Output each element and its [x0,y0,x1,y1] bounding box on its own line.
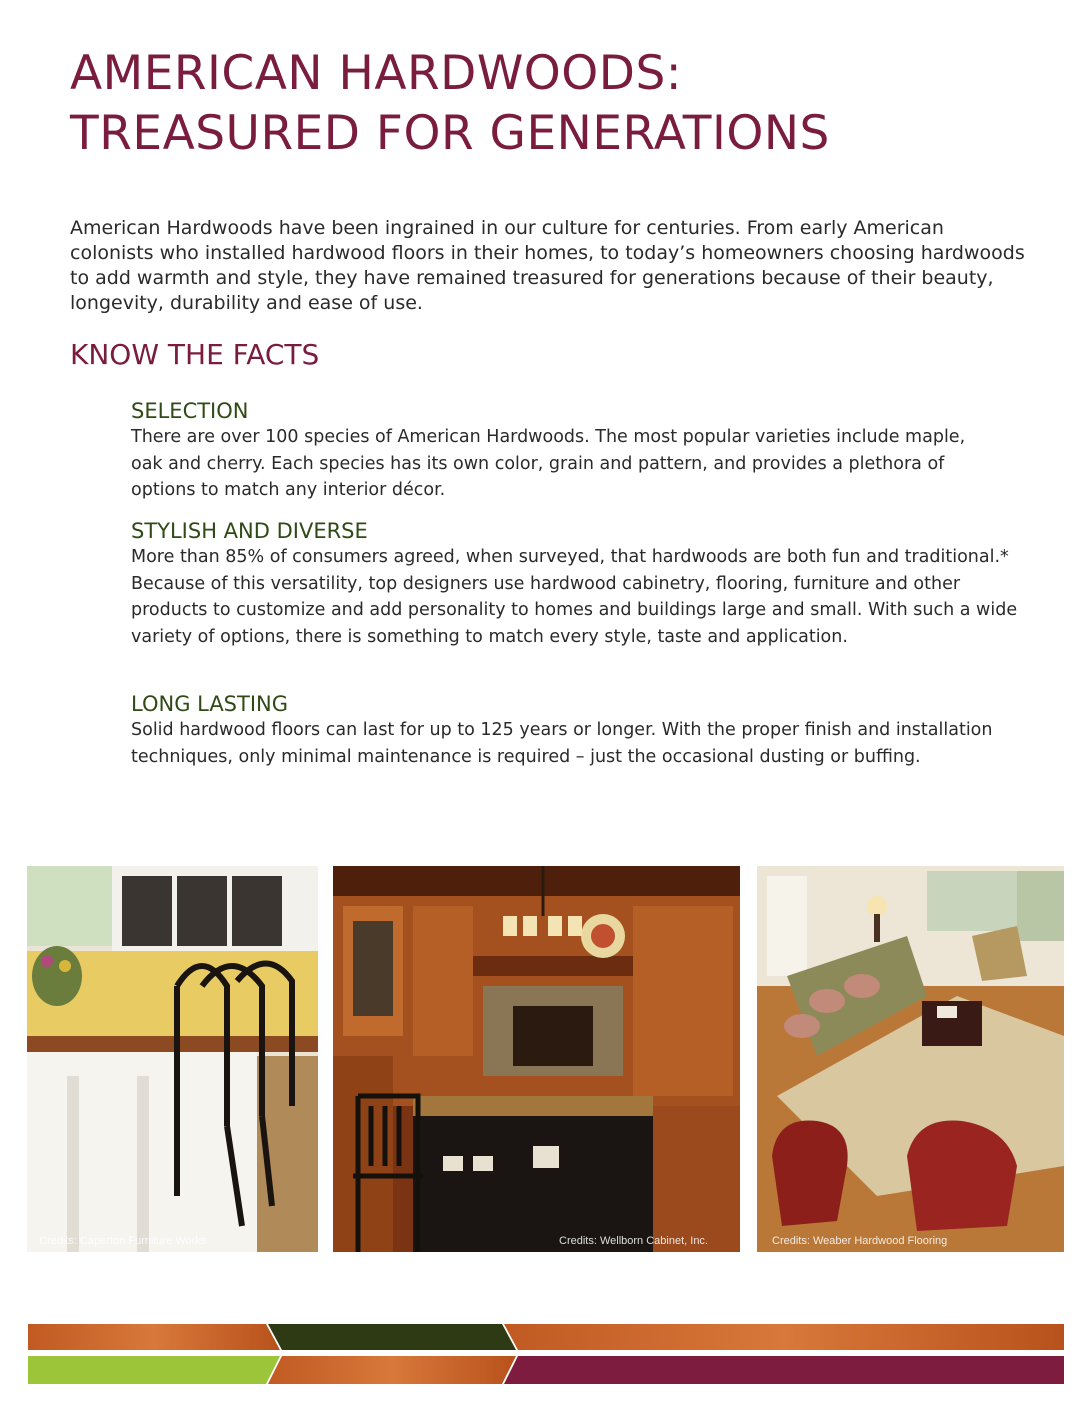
living-room-image [757,866,1064,1252]
title-line-2: TREASURED FOR GENERATIONS [70,106,830,161]
title-line-1: AMERICAN HARDWOODS: [70,46,683,101]
fact-heading: STYLISH AND DIVERSE [131,519,368,543]
fact-selection [131,398,1021,504]
intro-paragraph: American Hardwoods have been ingrained in our culture for centuries. From early American colonists who installed hardwood floors in their homes, to today’s homeowners choosing hardwoods to add warmth and style, they have remained treasured for generations because of their beauty, longevity, durability and ease of use. [70,217,1025,314]
facts-heading: KNOW THE FACTS [70,338,320,371]
fact-long-lasting [131,691,1021,770]
kitchen-bar-image [27,866,318,1252]
photo-credit: Credits: Weaber Hardwood Flooring [772,1235,948,1247]
fact-body: There are over 100 species of American Hardwoods. The most popular varieties include maple, oak and cherry. Each species has its own color, grain and pattern, and provides a plethora of options to match any interior décor. [131,427,966,500]
photo-living-room [757,866,1064,1252]
fact-heading: SELECTION [131,399,249,423]
fact-body: Solid hardwood floors can last for up to 125 years or longer. With the proper finish and installation techniques, only minimal maintenance is required – just the occasional dusting or buffing. [131,720,993,767]
fact-heading: LONG LASTING [131,692,289,716]
photo-kitchen-bar [27,866,318,1252]
fact-stylish-diverse [131,518,1021,650]
footer-decorative-band [0,1320,1088,1388]
photo-credit: Credits: Wellborn Cabinet, Inc. [559,1235,708,1247]
photo-credit: Credits: Caperton Furniture Works [39,1235,207,1247]
photo-kitchen-cabinets [333,866,740,1252]
page-title [70,44,1030,164]
fact-body: More than 85% of consumers agreed, when surveyed, that hardwoods are both fun and traditional.* Because of this versatility, top designers use hardwood cabinetry, flooring, furniture and other products to customize and add personality to homes and buildings large and small. With such a wide variety of options, there is something to match every style, taste and application. [131,547,1018,647]
kitchen-cabinets-image [333,866,740,1252]
